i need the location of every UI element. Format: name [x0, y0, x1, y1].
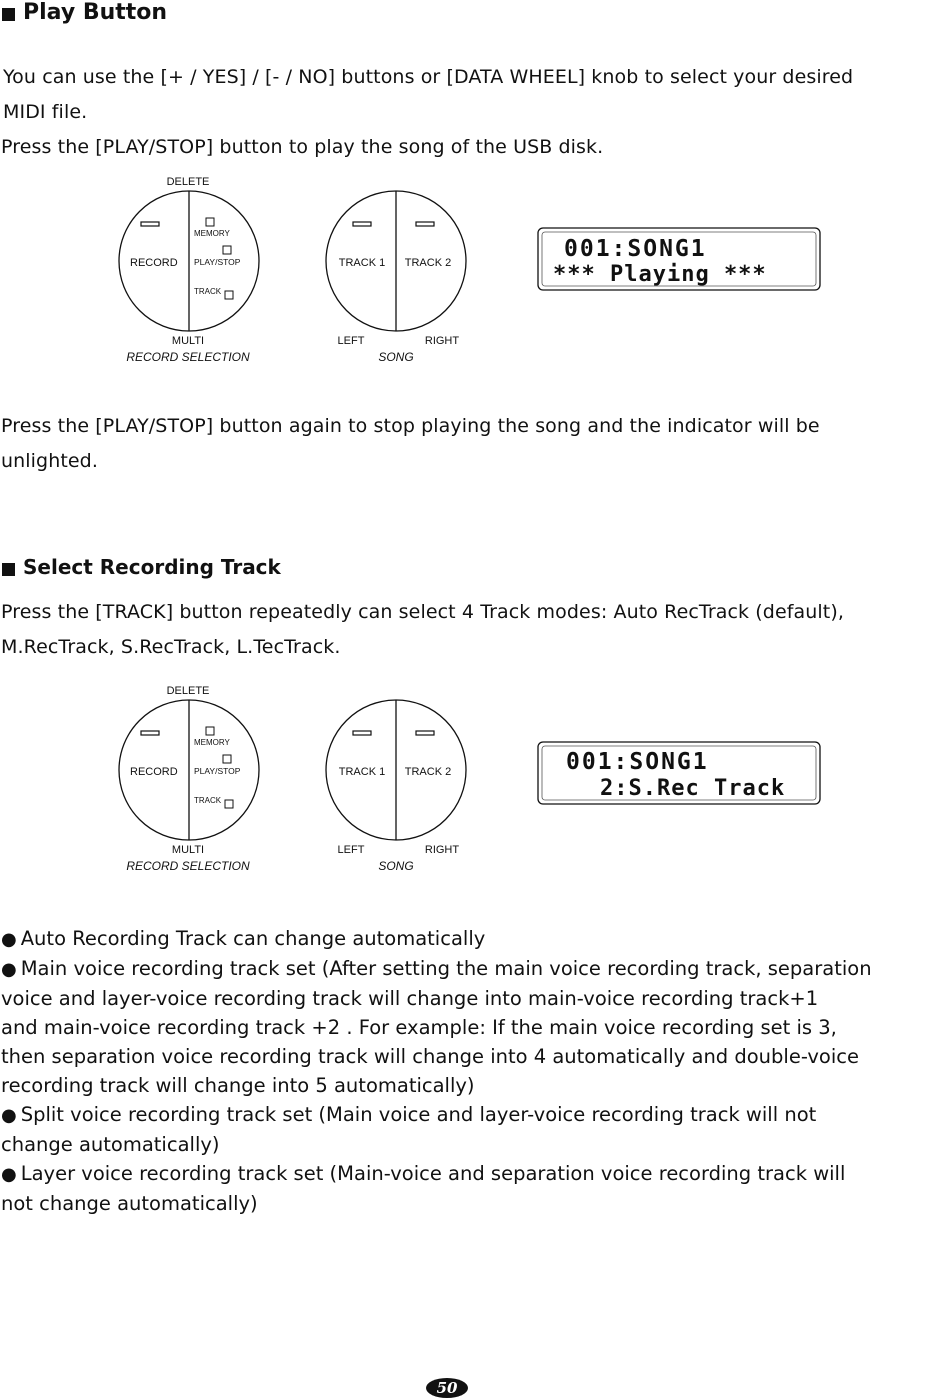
bullet-text: Auto Recording Track can change automatically	[20, 927, 486, 950]
track1-indicator	[353, 222, 371, 226]
lcd-line-1: 001:SONG1	[566, 749, 709, 775]
bullet-text: recording track will change into 5 automatically)	[1, 1074, 475, 1097]
bullet-text: Split voice recording track set (Main voice and layer-voice recording track will not	[20, 1103, 817, 1126]
memory-led	[206, 727, 214, 735]
bullet-text: change automatically)	[1, 1133, 220, 1156]
bullet-list	[1, 924, 872, 1218]
left-label: LEFT	[337, 335, 365, 347]
memory-label: MEMORY	[194, 738, 230, 747]
record-indicator	[141, 222, 159, 226]
bullet-dot-icon: ●	[1, 959, 17, 980]
track1-indicator	[353, 731, 371, 735]
panel-diagram-2	[110, 679, 830, 879]
page-number: 50	[426, 1378, 468, 1398]
bullet-layer	[1, 1159, 872, 1189]
bullet-text: not change automatically)	[1, 1192, 258, 1215]
bullet-text: voice and layer-voice recording track will change into main-voice recording track+1	[1, 987, 819, 1010]
text-line: M.RecTrack, S.RecTrack, L.TecTrack.	[1, 636, 341, 658]
section-heading-play-button	[2, 0, 167, 25]
play-stop-label[interactable]: PLAY/STOP	[194, 766, 241, 776]
memory-led	[206, 218, 214, 226]
bullet-dot-icon: ●	[1, 1105, 17, 1126]
bullet-text: then separation voice recording track will change into 4 automatically and double-voice	[1, 1045, 859, 1068]
lcd-line-2: *** Playing ***	[553, 262, 767, 287]
bullet-dot-icon: ●	[1, 929, 17, 950]
square-bullet-icon	[2, 563, 15, 576]
track-label[interactable]: TRACK	[194, 796, 222, 805]
right-label: RIGHT	[424, 844, 460, 856]
track2-label[interactable]: TRACK 2	[404, 257, 452, 269]
bullet-auto	[1, 924, 872, 954]
bullet-main	[1, 954, 872, 984]
text-line: Press the [PLAY/STOP] button to play the song of the USB disk.	[1, 136, 604, 158]
text-line: Press the [PLAY/STOP] button again to stop playing the song and the indicator will be	[1, 415, 820, 437]
right-label: RIGHT	[424, 335, 460, 347]
section-title: Play Button	[23, 0, 168, 25]
play-paragraph	[1, 130, 603, 165]
square-bullet-icon	[2, 8, 15, 21]
track-label[interactable]: TRACK	[194, 287, 222, 296]
bullet-dot-icon: ●	[1, 1164, 17, 1185]
delete-label: DELETE	[166, 685, 210, 697]
song-label: SONG	[378, 350, 414, 364]
bullet-text: Layer voice recording track set (Main-voice and separation voice recording track will	[20, 1162, 846, 1185]
bullet-split	[1, 1100, 872, 1130]
panel-diagram-1	[110, 170, 830, 370]
record-selection-label: RECORD SELECTION	[126, 350, 250, 364]
track-paragraph	[1, 595, 844, 665]
bullet-text: Main voice recording track set (After setting the main voice recording track, separation	[20, 957, 872, 980]
play-stop-led	[223, 755, 231, 763]
track-led	[225, 291, 233, 299]
track2-indicator	[416, 222, 434, 226]
lcd-line-1: 001:SONG1	[564, 236, 707, 262]
text-line: Press the [TRACK] button repeatedly can select 4 Track modes: Auto RecTrack (default),	[1, 601, 844, 623]
intro-paragraph	[3, 60, 853, 130]
track2-label[interactable]: TRACK 2	[404, 766, 452, 778]
bullet-text: and main-voice recording track +2 . For example: If the main voice recording set is 3,	[1, 1016, 837, 1039]
stop-paragraph	[1, 409, 820, 479]
track2-indicator	[416, 731, 434, 735]
left-label: LEFT	[337, 844, 365, 856]
section-title: Select Recording Track	[23, 555, 281, 579]
record-indicator	[141, 731, 159, 735]
track1-label[interactable]: TRACK 1	[338, 766, 386, 778]
track1-label[interactable]: TRACK 1	[338, 257, 386, 269]
text-line: unlighted.	[1, 450, 98, 472]
record-selection-label: RECORD SELECTION	[126, 859, 250, 873]
lcd-line-2: 2:S.Rec Track	[600, 776, 786, 801]
play-stop-label[interactable]: PLAY/STOP	[194, 257, 241, 267]
multi-label: MULTI	[171, 335, 205, 347]
delete-label: DELETE	[166, 176, 210, 188]
text-line: MIDI file.	[3, 101, 88, 123]
section-heading-select-recording-track	[2, 555, 281, 579]
memory-label: MEMORY	[194, 229, 230, 238]
multi-label: MULTI	[171, 844, 205, 856]
text-line: You can use the [+ / YES] / [- / NO] buttons or [DATA WHEEL] knob to select your desired	[3, 66, 854, 88]
song-label: SONG	[378, 859, 414, 873]
play-stop-led	[223, 246, 231, 254]
track-led	[225, 800, 233, 808]
record-label[interactable]: RECORD	[130, 766, 178, 778]
record-label[interactable]: RECORD	[130, 257, 178, 269]
